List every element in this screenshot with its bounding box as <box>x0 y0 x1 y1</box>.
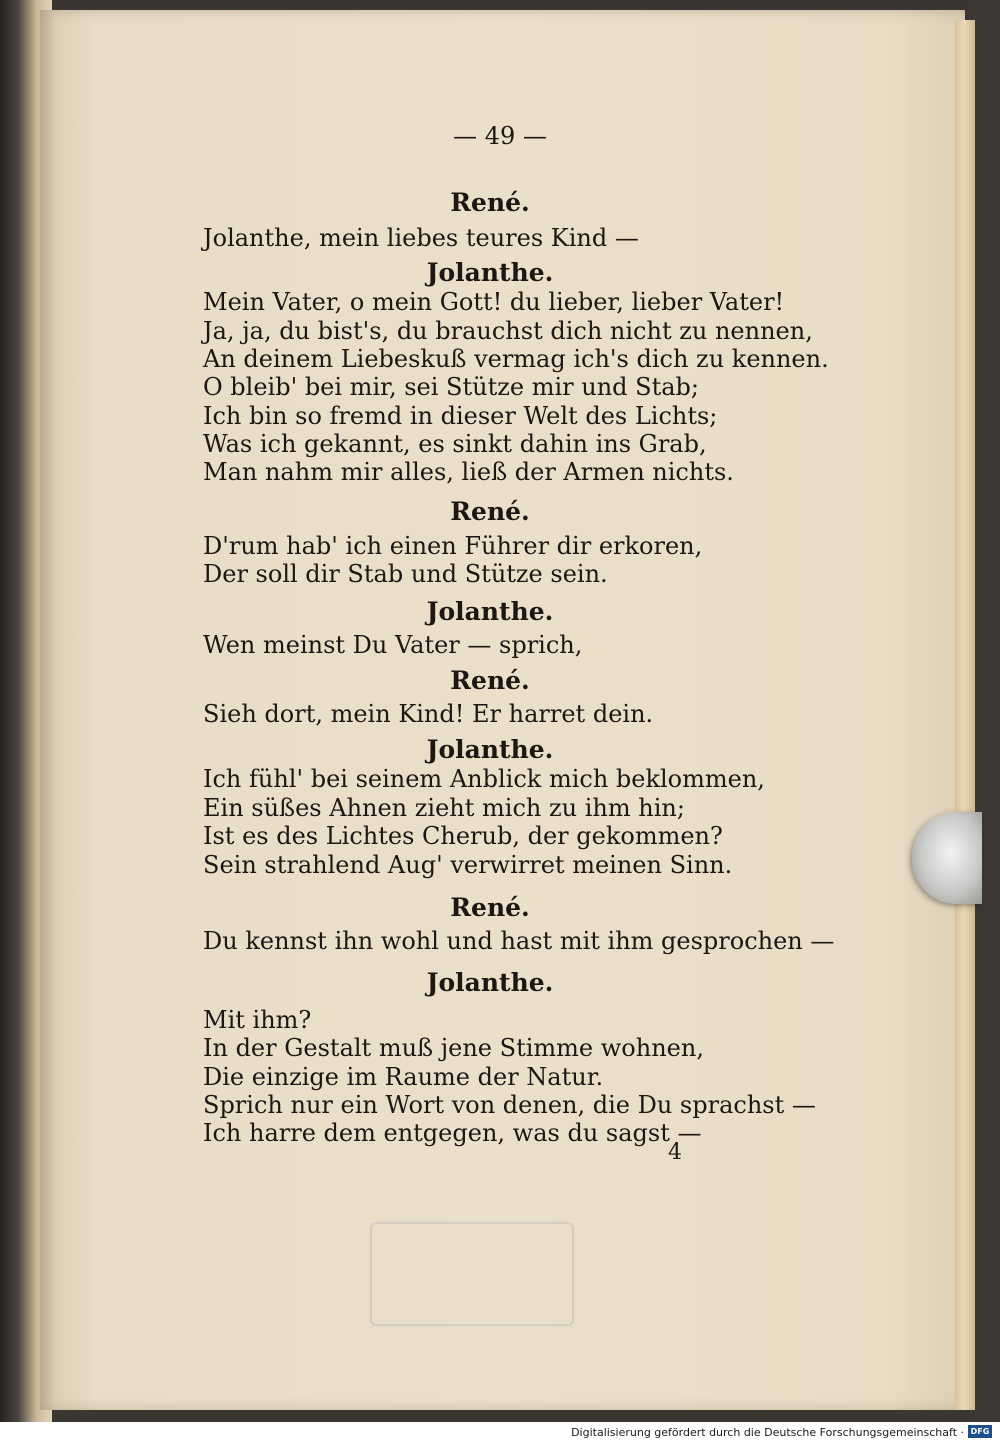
verse-line: Du kennst ihn wohl und hast mit ihm gesprochen — <box>203 927 835 955</box>
speaker-name: Jolanthe. <box>426 258 554 287</box>
verse-line: Die einzige im Raume der Natur. <box>203 1063 604 1091</box>
verse-line: Ich bin so fremd in dieser Welt des Lichts; <box>203 402 718 430</box>
verse-line: Ja, ja, du bist's, du brauchst dich nicht zu nennen, <box>203 317 813 345</box>
verse-line: O bleib' bei mir, sei Stütze mir und Stab; <box>203 373 699 401</box>
speaker-name: René. <box>450 188 530 217</box>
verse-line: Mein Vater, o mein Gott! du lieber, lieber Vater! <box>203 288 785 316</box>
verse-line: Jolanthe, mein liebes teures Kind — <box>203 224 639 252</box>
verse-line: Sein strahlend Aug' verwirret meinen Sinn. <box>203 851 733 879</box>
page-number: — 49 — <box>453 122 547 150</box>
speaker-name: René. <box>450 893 530 922</box>
verse-line: Mit ihm? <box>203 1006 312 1034</box>
verse-line: An deinem Liebeskuß vermag ich's dich zu kennen. <box>203 345 829 373</box>
signature-mark: 4 <box>668 1140 682 1165</box>
verse-line: Ist es des Lichtes Cherub, der gekommen? <box>203 822 723 850</box>
verse-line: Wen meinst Du Vater — sprich, <box>203 631 583 659</box>
verse-line: Der soll dir Stab und Stütze sein. <box>203 560 608 588</box>
speaker-name: René. <box>450 497 530 526</box>
verse-line: Was ich gekannt, es sinkt dahin ins Grab, <box>203 430 707 458</box>
verse-line: Sieh dort, mein Kind! Er harret dein. <box>203 700 654 728</box>
speaker-name: Jolanthe. <box>426 968 554 997</box>
verse-line: In der Gestalt muß jene Stimme wohnen, <box>203 1034 704 1062</box>
verse-line: Ich harre dem entgegen, was du sagst — <box>203 1119 702 1147</box>
speaker-name: Jolanthe. <box>426 597 554 626</box>
speaker-name: Jolanthe. <box>426 735 554 764</box>
verse-line: Sprich nur ein Wort von denen, die Du sprachst — <box>203 1091 816 1119</box>
dfg-logo: DFG <box>968 1425 992 1438</box>
verse-line: Man nahm mir alles, ließ der Armen nichts. <box>203 458 734 486</box>
footer-credit: Digitalisierung gefördert durch die Deutsche Forschungsgemeinschaft · <box>571 1426 964 1439</box>
verse-line: Ich fühl' bei seinem Anblick mich beklommen, <box>203 765 765 793</box>
verse-line: Ein süßes Ahnen zieht mich zu ihm hin; <box>203 794 685 822</box>
verse-line: D'rum hab' ich einen Führer dir erkoren, <box>203 532 703 560</box>
speaker-name: René. <box>450 666 530 695</box>
